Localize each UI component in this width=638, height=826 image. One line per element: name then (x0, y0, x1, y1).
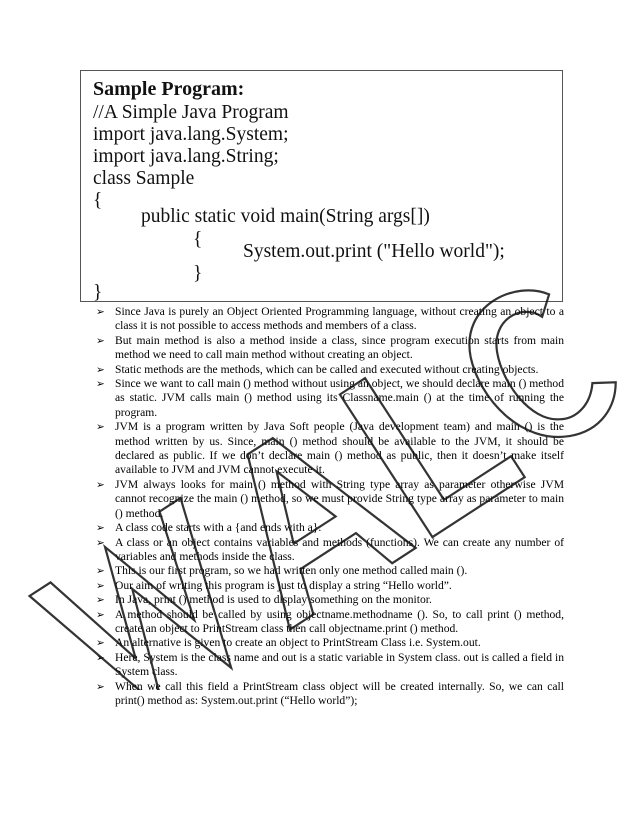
code-line: //A Simple Java Program (93, 102, 289, 123)
list-item: ➢ But main method is also a method inside a class, since program execution starts from main method we need to call main method without creating an object. (96, 333, 564, 362)
list-item: ➢ A class code starts with a {and ends with a}. (96, 521, 322, 535)
arrow-bullet-icon: ➢ (96, 421, 105, 434)
explanation-list (96, 305, 564, 708)
list-item: ➢ JVM always looks for main () method with String type array as parameter otherwise JVM cannot recognize the main () method, so we must provide String type array as parameter to main () method. (96, 477, 564, 520)
arrow-bullet-icon: ➢ (96, 594, 105, 607)
code-line: { (93, 190, 103, 211)
code-line: System.out.print ("Hello world"); (243, 241, 505, 262)
arrow-bullet-icon: ➢ (96, 637, 105, 650)
list-item: ➢ This is our first program, so we had written only one method called main (). (96, 564, 468, 578)
arrow-bullet-icon: ➢ (96, 363, 105, 376)
code-line: } (193, 263, 203, 284)
arrow-bullet-icon: ➢ (96, 608, 105, 621)
code-line: } (93, 282, 103, 303)
arrow-bullet-icon: ➢ (96, 680, 105, 693)
code-line: class Sample (93, 168, 195, 189)
list-item: ➢ Our aim of writing this program is just to display a string “Hello world”. (96, 578, 452, 592)
list-item: ➢ Here, System is the class name and out is a static variable in System class. out is called a field in System class. (96, 650, 564, 679)
list-item: ➢ An alternative is given to create an object to PrintStream Class i.e. System.out. (96, 636, 481, 650)
list-item: ➢ Since Java is purely an Object Oriented Programming language, without creating an object to a class it is not possible to access methods and members of a class. (96, 305, 564, 333)
list-item: ➢ Since we want to call main () method without using an object, we should declare main () method as static. JVM calls main () method using its Classname.main () at the time of running the program. (96, 377, 564, 419)
arrow-bullet-icon: ➢ (96, 334, 105, 347)
list-item: ➢ A method should be called by using objectname.methodname (). So, to call print () method, create an object to PrintStream class then call objectname.print () method. (96, 607, 564, 635)
arrow-bullet-icon: ➢ (96, 478, 105, 491)
code-line: public static void main(String args[]) (141, 206, 430, 227)
code-line: import java.lang.String; (93, 146, 279, 167)
arrow-bullet-icon: ➢ (96, 306, 105, 318)
arrow-bullet-icon: ➢ (96, 522, 105, 535)
list-item: ➢ When we call this field a PrintStream class object will be created internally. So, we can call print() method as: System.out.print (“Hello world”); (96, 679, 564, 707)
arrow-bullet-icon: ➢ (96, 536, 105, 549)
arrow-bullet-icon: ➢ (96, 378, 105, 391)
arrow-bullet-icon: ➢ (96, 579, 105, 592)
list-item: ➢ A class or an object contains variables and methods (functions). We can create any number of variables and methods inside the class. (96, 535, 564, 563)
list-item: ➢ JVM is a program written by Java Soft people (Java development team) and main () is the method written by us. Since, main () method should be available to the JVM, it should be declared as public. If we don’t declare main () method as public, then it doesn’t make itself available to JVM and JVM cannot execute it. (96, 420, 564, 477)
list-item: ➢ In Java, print () method is used to display something on the monitor. (96, 593, 432, 607)
code-heading: Sample Program: (93, 78, 245, 100)
sample-program-box (80, 70, 563, 302)
code-line: { (193, 229, 203, 250)
arrow-bullet-icon: ➢ (96, 651, 105, 664)
code-line: import java.lang.System; (93, 124, 289, 145)
arrow-bullet-icon: ➢ (96, 565, 105, 578)
list-item: ➢ Static methods are the methods, which can be called and executed without creating objects. (96, 362, 539, 376)
